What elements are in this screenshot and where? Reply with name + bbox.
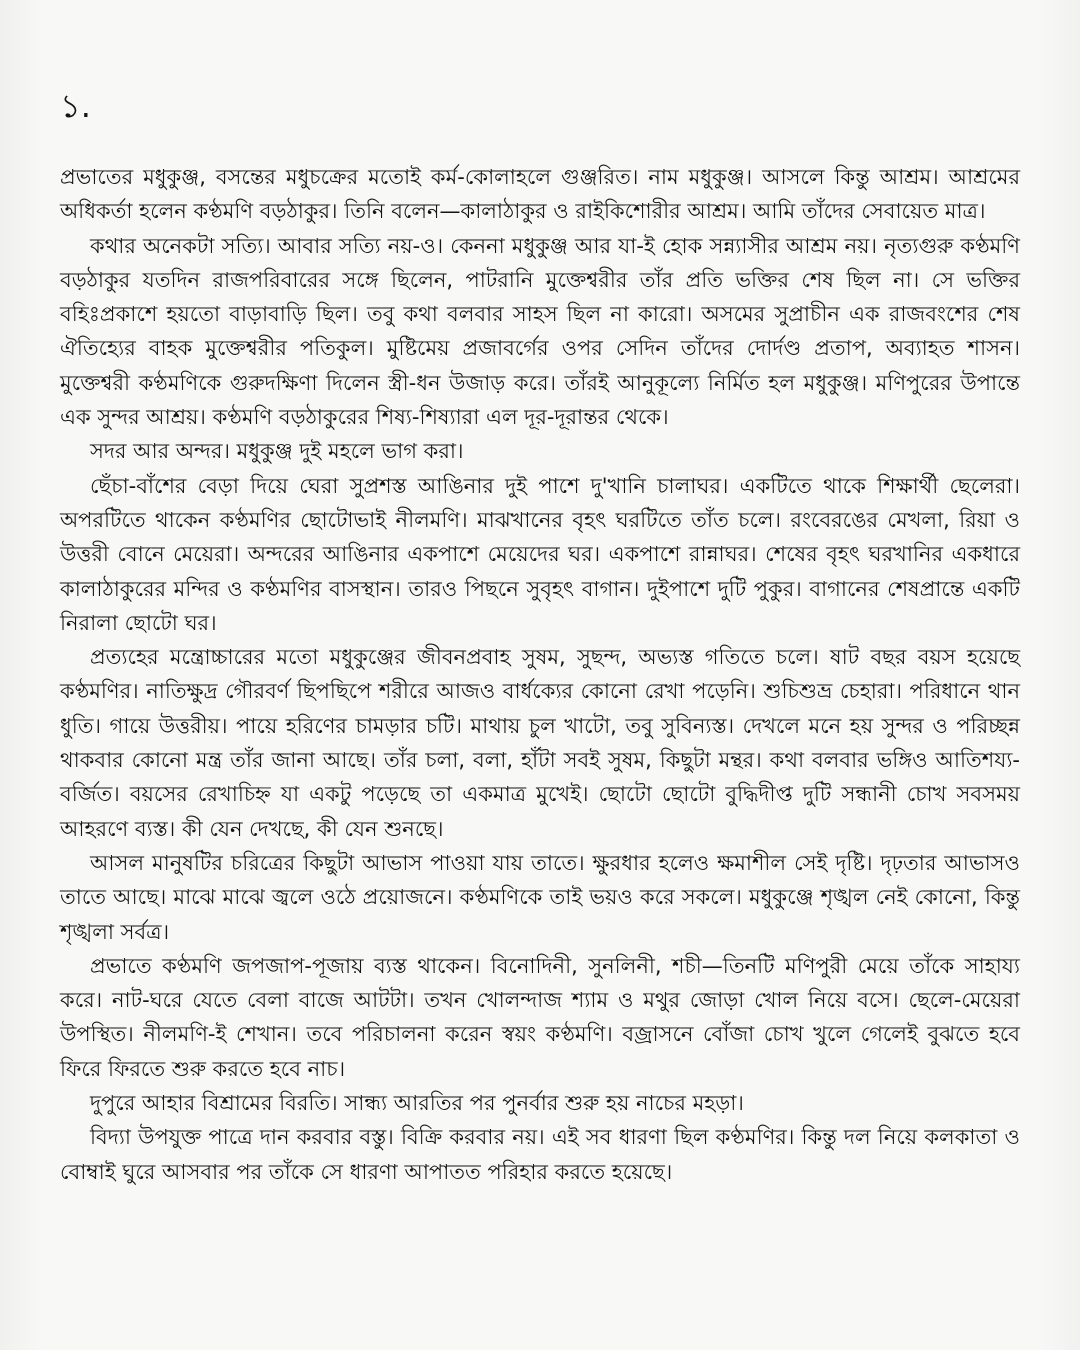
paragraph-1: প্রভাতের মধুকুঞ্জ, বসন্তের মধুচক্রের মতোই কর্ম-কোলাহলে গুঞ্জরিত। নাম মধুকুঞ্জ। আসলে কিন্তু আশ্রম। আশ্রমের অধিকর্তা হলেন কণ্ঠমণি বড়ঠাকুর। তিনি বলেন—কালাঠাকুর ও রাইকিশোরীর আশ্রম। আমি তাঁদের সেবায়েত মাত্র। — [60, 165, 1020, 224]
paragraph-8: দুপুরে আহার বিশ্রামের বিরতি। সান্ধ্য আরতির পর পুনর্বার শুরু হয় নাচের মহড়া। — [90, 1091, 744, 1116]
page-number: ১. — [60, 87, 91, 125]
paragraph-7: প্রভাতে কণ্ঠমণি জপজাপ-পূজায় ব্যস্ত থাকেন। বিনোদিনী, সুনলিনী, শচী—তিনটি মণিপুরী মেয়ে তাঁকে সাহায্য করে। নাট-ঘরে যেতে বেলা বাজে আটটা। তখন খোলন্দাজ শ্যাম ও মথুর জোড়া খোল নিয়ে বসে। ছেলে-মেয়েরা উপস্থিত। নীলমণি-ই শেখান। তবে পরিচালনা করেন স্বয়ং কণ্ঠমণি। বজ্রাসনে বোঁজা চোখ খুলে গেলেই বুঝতে হবে ফিরে ফিরতে শুরু করতে হবে নাচ। — [60, 953, 1020, 1081]
chapter-text — [60, 160, 1020, 1189]
paragraph-9: বিদ্যা উপযুক্ত পাত্রে দান করবার বস্তু। বিক্রি করবার নয়। এই সব ধারণা ছিল কণ্ঠমণির। কিন্তু দল নিয়ে কলকাতা ও বোম্বাই ঘুরে আসবার পর তাঁকে সে ধারণা আপাতত পরিহার করতে হয়েছে। — [60, 1125, 1020, 1184]
paragraph-5: প্রত্যহের মন্ত্রোচ্চারের মতো মধুকুঞ্জের জীবনপ্রবাহ সুষম, সুছন্দ, অভ্যস্ত গতিতে চলে। ষাট বছর বয়স হয়েছে কণ্ঠমণির। নাতিক্ষুদ্র গৌরবর্ণ ছিপছিপে শরীরে আজও বার্ধক্যের কোনো রেখা পড়েনি। শুচিশুভ্র চেহারা। পরিধানে থান ধুতি। গায়ে উত্তরীয়। পায়ে হরিণের চামড়ার চটি। মাথায় চুল খাটো, তবু সুবিন্যস্ত। দেখলে মনে হয় সুন্দর ও পরিচ্ছন্ন থাকবার কোনো মন্ত্র তাঁর জানা আছে। তাঁর চলা, বলা, হাঁটা সবই সুষম, কিছুটা মন্থর। কথা বলবার ভঙ্গিও আতিশয্য-বর্জিত। বয়সের রেখাচিহ্ন যা একটু পড়েছে তা একমাত্র মুখেই। ছোটো ছোটো বুদ্ধিদীপ্ত দুটি সন্ধানী চোখ সবসময় আহরণে ব্যস্ত। কী যেন দেখছে, কী যেন শুনছে। — [60, 645, 1020, 841]
paragraph-6: আসল মানুষটির চরিত্রের কিছুটা আভাস পাওয়া যায় তাতে। ক্ষুরধার হলেও ক্ষমাশীল সেই দৃষ্টি। দৃঢ়তার আভাসও তাতে আছে। মাঝে মাঝে জ্বলে ওঠে প্রয়োজনে। কণ্ঠমণিকে তাই ভয়ও করে সকলে। মধুকুঞ্জে শৃঙ্খল নেই কোনো, কিন্তু শৃঙ্খলা সর্বত্র। — [60, 850, 1020, 944]
paragraph-3: সদর আর অন্দর। মধুকুঞ্জ দুই মহলে ভাগ করা। — [90, 439, 464, 464]
paragraph-4: ছেঁচা-বাঁশের বেড়া দিয়ে ঘেরা সুপ্রশস্ত আঙিনার দুই পাশে দু'খানি চালাঘর। একটিতে থাকে শিক্ষার্থী ছেলেরা। অপরটিতে থাকেন কণ্ঠমণির ছোটোভাই নীলমণি। মাঝখানের বৃহৎ ঘরটিতে তাঁত চলে। রংবেরঙের মেখলা, রিয়া ও উত্তরী বোনে মেয়েরা। অন্দরের আঙিনার একপাশে মেয়েদের ঘর। একপাশে রান্নাঘর। শেষের বৃহৎ ঘরখানির একধারে কালাঠাকুরের মন্দির ও কণ্ঠমণির বাসস্থান। তারও পিছনে সুবৃহৎ বাগান। দুইপাশে দুটি পুকুর। বাগানের শেষপ্রান্তে একটি নিরালা ছোটো ঘর। — [60, 473, 1020, 635]
paragraph-2: কথার অনেকটা সত্যি। আবার সত্যি নয়-ও। কেননা মধুকুঞ্জ আর যা-ই হোক সন্ন্যাসীর আশ্রম নয়। নৃত্যগুরু কণ্ঠমণি বড়ঠাকুর যতদিন রাজপরিবারের সঙ্গে ছিলেন, পাটরানি মুক্তেশ্বরীর তাঁর প্রতি ভক্তির শেষ ছিল না। সে ভক্তির বহিঃপ্রকাশে হয়তো বাড়াবাড়ি ছিল। তবু কথা বলবার সাহস ছিল না কারো। অসমের সুপ্রাচীন এক রাজবংশের শেষ ঐতিহ্যের বাহক মুক্তেশ্বরীর পতিকুল। মুষ্টিমেয় প্রজাবর্গের ওপর সেদিন তাঁদের দোর্দণ্ড প্রতাপ, অব্যাহত শাসন। মুক্তেশ্বরী কণ্ঠমণিকে গুরুদক্ষিণা দিলেন স্ত্রী-ধন উজাড় করে। তাঁরই আনুকূল্যে নির্মিত হল মধুকুঞ্জ। মণিপুরের উপান্তে এক সুন্দর আশ্রয়। কণ্ঠমণি বড়ঠাকুরের শিষ্য-শিষ্যারা এল দূর-দূরান্তর থেকে। — [60, 233, 1020, 430]
